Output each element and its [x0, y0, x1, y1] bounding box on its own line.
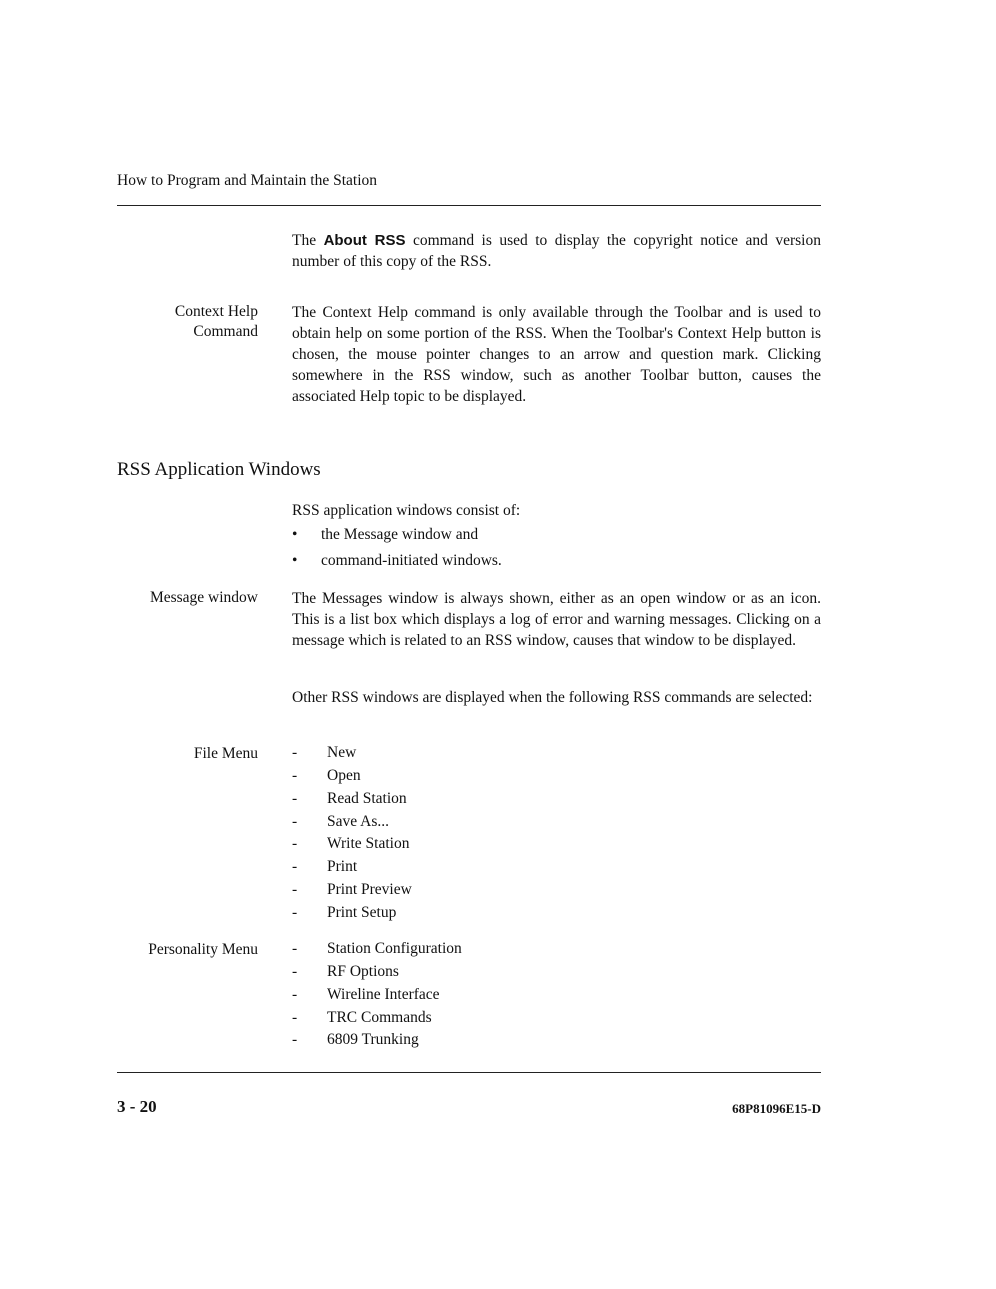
about-pre: The	[292, 232, 324, 249]
about-rss-paragraph	[292, 230, 821, 272]
context-help-label-line2: Command	[193, 323, 258, 340]
bullet-text: the Message window and	[321, 526, 479, 543]
personality-menu-item-text: Wireline Interface	[327, 985, 440, 1003]
about-rss-command: About RSS	[323, 232, 406, 249]
bullet-mark: •	[292, 552, 298, 569]
dash-mark: -	[292, 835, 298, 853]
file-menu-item-text: Print Preview	[327, 881, 412, 899]
message-window-label: Message window	[149, 589, 258, 606]
file-menu-item-text: Open	[327, 766, 361, 784]
personality-menu-list	[292, 940, 692, 1054]
section-title: RSS Application Windows	[117, 459, 321, 480]
context-help-label-line1: Context Help	[174, 303, 258, 320]
dash-mark: -	[292, 1031, 298, 1049]
personality-menu-item-text: TRC Commands	[327, 1008, 432, 1026]
file-menu-list	[292, 744, 692, 927]
header-rule	[117, 205, 821, 206]
file-menu-item	[292, 813, 692, 836]
page-number: 3 - 20	[117, 1097, 157, 1116]
file-menu-item	[292, 744, 692, 767]
personality-menu-item-text: Station Configuration	[327, 940, 462, 957]
file-menu-item	[292, 904, 692, 927]
bullet-text: command-initiated windows.	[321, 552, 502, 569]
personality-menu-item-text: 6809 Trunking	[327, 1031, 419, 1049]
dash-mark: -	[292, 940, 298, 957]
about-post: command is used to display the copyright notice and version number of this copy of the RSS.	[292, 232, 821, 270]
personality-menu-label: Personality Menu	[148, 941, 258, 958]
dash-mark: -	[292, 766, 298, 784]
personality-menu-item-text: RF Options	[327, 962, 399, 980]
personality-menu-item	[292, 986, 692, 1009]
dash-mark: -	[292, 903, 298, 921]
footer-rule	[117, 1072, 821, 1073]
personality-menu-item	[292, 940, 692, 963]
file-menu-item-text: Write Station	[327, 835, 410, 853]
context-help-paragraph: The Context Help command is only available through the Toolbar and is used to obtain help on some portion of the RSS. When the Toolbar's Context Help button is chosen, the mouse pointer changes to an arrow and question mark. Clicking somewhere in the RSS window, such as another Toolbar button, causes the associated Help topic to be displayed.	[292, 304, 821, 405]
file-menu-item	[292, 881, 692, 904]
file-menu-item-text: Save As...	[327, 812, 389, 830]
file-menu-item-text: Print	[327, 858, 358, 876]
file-menu-item	[292, 790, 692, 813]
file-menu-label: File Menu	[193, 745, 258, 762]
personality-menu-item	[292, 963, 692, 986]
dash-mark: -	[292, 789, 298, 807]
section-intro: RSS application windows consist of:	[292, 502, 521, 519]
file-menu-item-text: New	[327, 744, 357, 761]
file-menu-item	[292, 858, 692, 881]
dash-mark: -	[292, 962, 298, 980]
dash-mark: -	[292, 744, 298, 761]
message-window-paragraph: The Messages window is always shown, either as an open window or as an icon. This is a list box which displays a log of error and warning messages. Clicking on a message which is related to an RSS window, causes that window to be displayed.	[292, 590, 821, 649]
file-menu-item	[292, 835, 692, 858]
personality-menu-item	[292, 1009, 692, 1032]
dash-mark: -	[292, 881, 298, 899]
dash-mark: -	[292, 812, 298, 830]
other-windows-paragraph: Other RSS windows are displayed when the following RSS commands are selected:	[292, 689, 813, 706]
bullet-mark: •	[292, 526, 298, 543]
document-code: 68P81096E15-D	[732, 1101, 821, 1116]
running-header: How to Program and Maintain the Station	[117, 172, 378, 189]
personality-menu-item	[292, 1031, 692, 1054]
dash-mark: -	[292, 1008, 298, 1026]
file-menu-item-text: Print Setup	[327, 903, 397, 921]
dash-mark: -	[292, 858, 298, 876]
file-menu-item-text: Read Station	[327, 789, 407, 807]
context-help-label	[117, 302, 258, 342]
file-menu-item	[292, 767, 692, 790]
dash-mark: -	[292, 985, 298, 1003]
